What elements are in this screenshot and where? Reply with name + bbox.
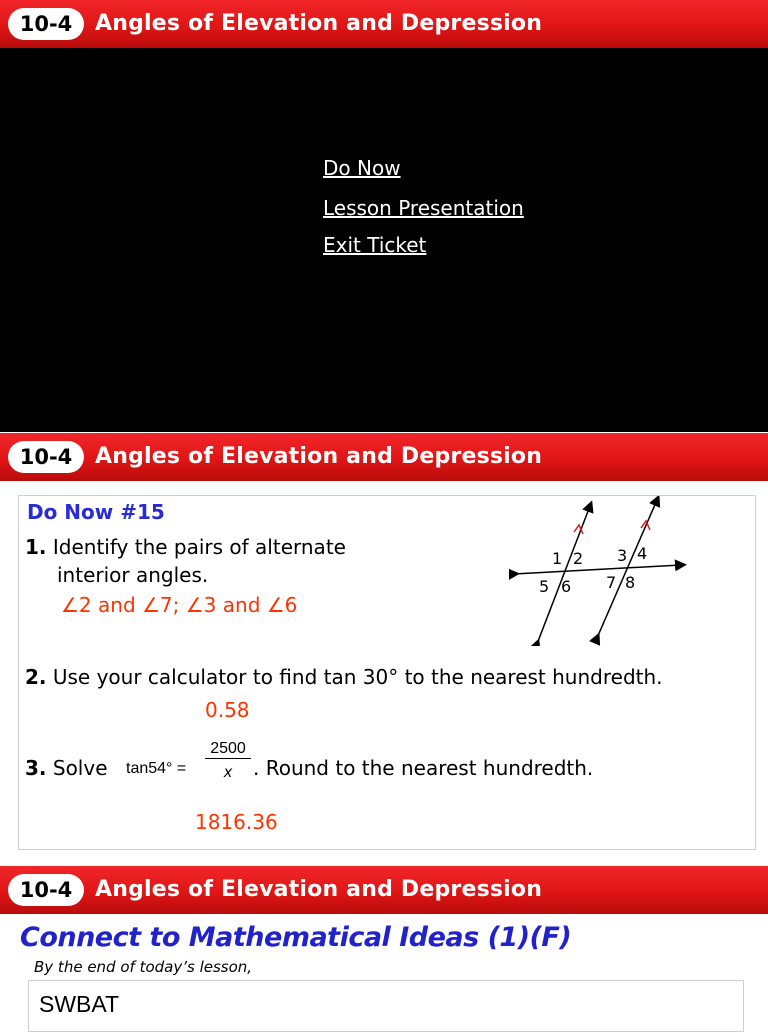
angle-label-4: 4 <box>637 544 648 563</box>
angle-label-2: 2 <box>573 549 584 568</box>
slide-2 <box>0 433 768 865</box>
angle-label-1: 1 <box>552 549 563 568</box>
angle-label-6: 6 <box>561 577 572 596</box>
answer-2: 0.58 <box>205 698 250 722</box>
lesson-presentation-link[interactable]: Lesson Presentation <box>323 196 524 220</box>
question-2 <box>25 665 663 689</box>
question-number: 1. <box>25 535 47 559</box>
question-number: 2. <box>25 665 47 689</box>
swbat-box <box>28 980 744 1032</box>
equation-lhs: tan54° = <box>126 760 187 777</box>
fraction-denominator: x <box>224 764 232 781</box>
slide-header <box>0 866 768 914</box>
angle-label-8: 8 <box>625 573 636 592</box>
lesson-badge: 10-4 <box>8 874 84 906</box>
angle-label-3: 3 <box>617 546 628 565</box>
slide-header <box>0 433 768 481</box>
question-number: 3. <box>25 756 47 780</box>
answer-3: 1816.36 <box>195 810 278 834</box>
slide-title: Angles of Elevation and Depression <box>95 444 543 469</box>
parallel-line-1 <box>537 506 590 644</box>
lesson-badge: 10-4 <box>8 8 84 40</box>
angle-label-5: 5 <box>539 577 550 596</box>
lesson-subtitle: By the end of today’s lesson, <box>34 958 253 976</box>
slide-3 <box>0 866 768 1024</box>
question-text: Identify the pairs of alternate <box>52 535 346 559</box>
fraction-numerator: 2500 <box>205 740 251 759</box>
question-text-prefix: Solve <box>52 756 108 780</box>
do-now-box <box>18 495 756 850</box>
slide-title: Angles of Elevation and Depression <box>95 877 543 902</box>
question-text-suffix: . Round to the nearest hundredth. <box>253 756 594 780</box>
slide-title: Angles of Elevation and Depression <box>95 11 543 36</box>
angle-label-7: 7 <box>606 573 617 592</box>
do-now-link[interactable]: Do Now <box>323 156 401 180</box>
question-3 <box>25 756 108 780</box>
question-1 <box>25 535 346 559</box>
question-text: Use your calculator to find tan 30° to the nearest hundredth. <box>52 665 663 689</box>
parallel-lines-diagram <box>509 496 699 646</box>
question-1-line-2: interior angles. <box>57 563 209 587</box>
do-now-title: Do Now #15 <box>27 500 165 524</box>
connect-title: Connect to Mathematical Ideas (1)(F) <box>20 922 572 953</box>
exit-ticket-link[interactable]: Exit Ticket <box>323 233 427 257</box>
answer-1: ∠2 and ∠7; ∠3 and ∠6 <box>61 593 298 617</box>
transversal-line <box>514 565 681 574</box>
swbat-text: SWBAT <box>39 991 120 1017</box>
slide-1 <box>0 0 768 432</box>
lesson-badge: 10-4 <box>8 441 84 473</box>
slide-header <box>0 0 768 48</box>
